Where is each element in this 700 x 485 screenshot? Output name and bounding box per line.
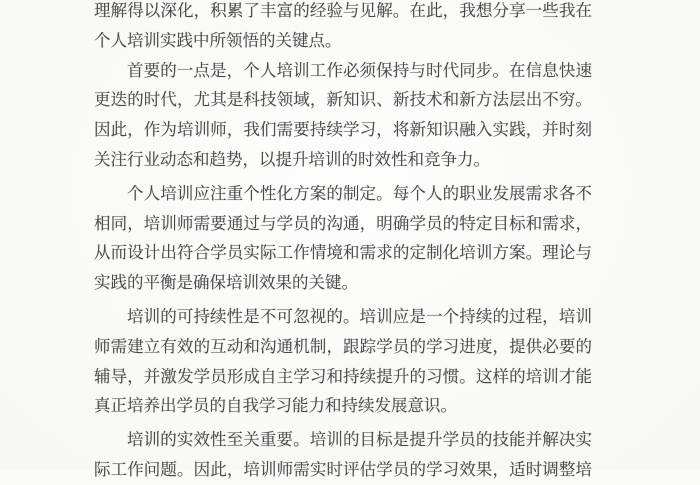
- text-line: 理解得以深化，积累了丰富的经验与见解。在此，我想分享一些我在: [94, 1, 592, 20]
- text-line: 际工作问题。因此，培训师需实时评估学员的学习效果，适时调整培: [94, 459, 592, 479]
- document-text: [94, 0, 592, 485]
- text-line: 个人培训应注重个性化方案的制定。每个人的职业发展需求各不: [127, 183, 592, 203]
- text-line: 关注行业动态和趋势，以提升培训的时效性和竞争力。: [94, 149, 490, 169]
- text-line: 因此，作为培训师，我们需要持续学习，将新知识融入实践，并时刻: [94, 120, 592, 140]
- text-line: 个人培训实践中所领悟的关键点。: [94, 30, 342, 50]
- text-line: 相同，培训师需要通过与学员的沟通，明确学员的特定目标和需求，: [94, 213, 592, 233]
- text-line: 更迭的时代，尤其是科技领域，新知识、新技术和新方法层出不穷。: [94, 90, 592, 110]
- text-line: 首要的一点是，个人培训工作必须保持与时代同步。在信息快速: [127, 60, 592, 80]
- text-line: 师需建立有效的互动和沟通机制，跟踪学员的学习进度，提供必要的: [94, 336, 592, 356]
- text-line: 培训的实效性至关重要。培训的目标是提升学员的技能并解决实: [127, 430, 592, 450]
- text-line: 从而设计出符合学员实际工作情境和需求的定制化培训方案。理论与: [94, 243, 592, 263]
- text-line: 辅导，并激发学员形成自主学习和持续提升的习惯。这样的培训才能: [94, 366, 592, 386]
- text-line: 培训的可持续性是不可忽视的。培训应是一个持续的过程，培训: [127, 306, 592, 326]
- text-line: 实践的平衡是确保培训效果的关键。: [94, 273, 358, 293]
- text-line: 真正培养出学员的自我学习能力和持续发展意识。: [94, 396, 457, 416]
